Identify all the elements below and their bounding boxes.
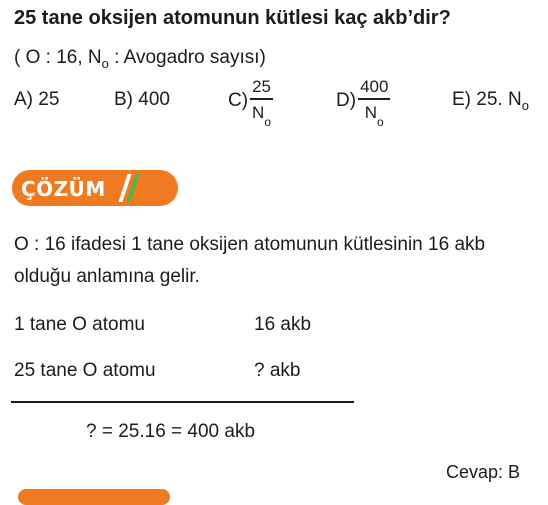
option-d-prefix: D): [336, 89, 357, 111]
calculation: ? = 25.16 = 400 akb: [86, 421, 256, 442]
solution-label: ÇÖZÜM: [21, 177, 106, 201]
solution-banner: [12, 170, 178, 206]
solution-line-2: olduğu anlamına gelir.: [14, 266, 200, 287]
divider-line: [11, 401, 354, 403]
option-c-den-letter: N: [252, 102, 265, 122]
row1-left: 1 tane O atomu: [14, 314, 145, 335]
given-info: [14, 47, 266, 69]
given-open: ( O : 16, N: [14, 47, 102, 68]
option-c-prefix: C): [228, 89, 249, 111]
option-c-denominator: [252, 100, 271, 129]
option-d-den-letter: N: [364, 102, 378, 122]
row1-right: 16 akb: [254, 314, 312, 335]
given-rest: : Avogadro sayısı): [108, 47, 266, 68]
option-b: B) 400: [114, 89, 170, 110]
row2-left: 25 tane O atomu: [14, 360, 156, 381]
option-c-den-sub: o: [264, 114, 271, 129]
option-c: [228, 77, 273, 129]
option-d-den-sub: o: [377, 114, 384, 129]
option-d-denominator: [364, 100, 384, 129]
question-text: 25 tane oksijen atomunun kütlesi kaç akb’dir?: [14, 7, 451, 29]
option-c-fraction: [250, 77, 273, 129]
option-d: [336, 77, 390, 129]
option-d-fraction: [358, 77, 390, 129]
option-e: [452, 89, 529, 111]
next-banner-pill: [18, 489, 170, 505]
solution-line-1: O : 16 ifadesi 1 tane oksijen atomunun kütlesinin 16 akb: [14, 234, 486, 255]
option-c-numerator: 25: [252, 77, 271, 96]
answer-text: Cevap: B: [446, 462, 521, 482]
option-e-prefix: E) 25. N: [452, 89, 522, 110]
row2-right: ? akb: [254, 360, 301, 381]
option-e-sub: o: [521, 98, 529, 113]
option-a: A) 25: [14, 89, 60, 110]
given-sub: o: [101, 56, 109, 71]
option-d-numerator: 400: [360, 77, 389, 96]
